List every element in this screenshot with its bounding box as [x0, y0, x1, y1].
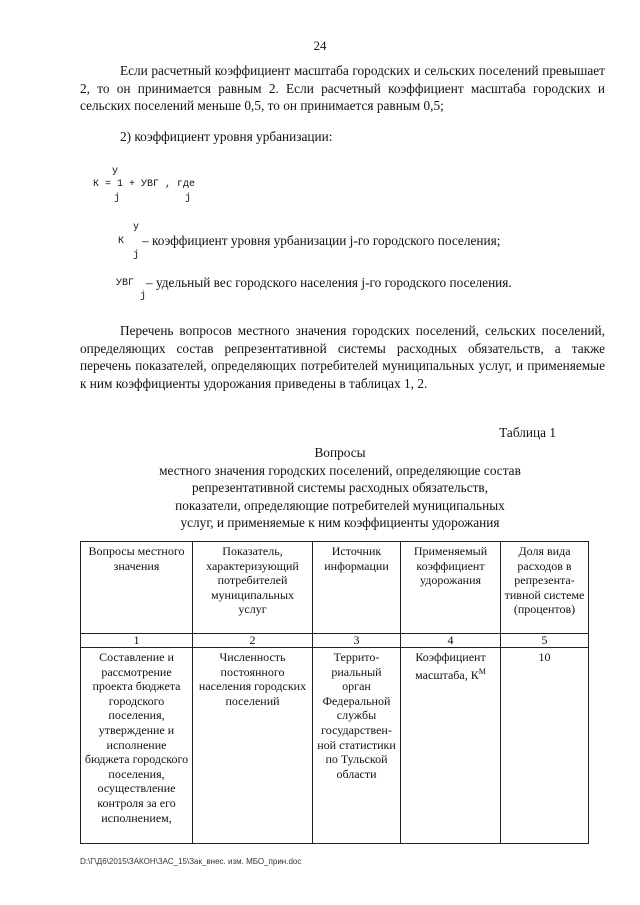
- def1-symbol: К: [118, 236, 125, 247]
- table-title: Вопросы местного значения городских поселений, определяющие состав репрезентативной системы расходных обязательств, показатели, определяющие потребителей муниципальных услуг, и применяемые к ним коэффициенты удорожания: [159, 445, 521, 530]
- cell-indicator: Численность постоянного населения городских поселений: [193, 648, 313, 844]
- header-indicator: Показатель, характеризующий потребителей муниципальных услуг: [193, 542, 313, 634]
- def1-text: – коэффициент уровня урбанизации j-го городского поселения;: [142, 233, 501, 248]
- header-share: Доля вида расходов в репрезента-тивной системе (процентов): [501, 542, 589, 634]
- col-number-1: 1: [81, 634, 193, 648]
- item-urbanization-coefficient: 2) коэффициент уровня урбанизации:: [120, 129, 333, 144]
- col-number-3: 3: [313, 634, 401, 648]
- table-row: [81, 648, 589, 844]
- header-coefficient: Применяемый коэффициент удорожания: [401, 542, 501, 634]
- col-number-4: 4: [401, 634, 501, 648]
- page-number: 24: [313, 38, 327, 53]
- cell-source: Террито-риальный орган Федеральной службы государствен-ной статистики по Тульской области: [313, 648, 401, 844]
- def2-subscript: j: [140, 291, 147, 302]
- def1-subscript: j: [133, 250, 140, 261]
- cell-coefficient: Коэффициент масштаба, $К^М$: [401, 648, 501, 844]
- formula-subscript-1: j: [114, 193, 121, 204]
- formula-subscript-2: j: [185, 193, 192, 204]
- paragraph-scale-coefficient: Если расчетный коэффициент масштаба городских и сельских поселений превышает 2, то он принимается равным 2. Если расчетный коэффициент масштаба городских и сельских поселений меньше 0,5, то он принимается равным 0,5;: [80, 63, 605, 113]
- def2-text: – удельный вес городского населения j-го городского поселения.: [146, 275, 512, 290]
- def2-symbol: УВГ: [116, 278, 135, 289]
- formula-superscript: у: [112, 166, 119, 177]
- table-header-row: [81, 542, 589, 634]
- header-source: Источник информации: [313, 542, 401, 634]
- file-path-footer: D:\Г\Д6\2015\ЗАКОН\ЗАС_15\Зак_внес. изм. МБО_прин.doc: [80, 857, 302, 866]
- col-number-2: 2: [193, 634, 313, 648]
- cell-share: 10: [501, 648, 589, 844]
- paragraph-list-of-questions: Перечень вопросов местного значения городских поселений, сельских поселений, определяющих состав репрезентативной системы расходных обязательств, а также перечень показателей, определяющих потребителей муниципальных услуг, и применяемые к ним коэффициенты удорожания приведены в таблицах 1, 2.: [80, 323, 605, 391]
- header-questions: Вопросы местного значения: [81, 542, 193, 634]
- col-number-5: 5: [501, 634, 589, 648]
- coefficient-superscript: М: [478, 666, 486, 676]
- def1-superscript: у: [133, 222, 140, 233]
- table-number-row: [81, 634, 589, 648]
- cell-question: Составление и рассмотрение проекта бюджета городского поселения, утверждение и исполнение бюджета городского поселения, осуществление контроля за его исполнением,: [81, 648, 193, 844]
- table-label: Таблица 1: [499, 425, 556, 440]
- table-1: [80, 541, 589, 844]
- formula-main: К = 1 + УВГ , где: [93, 179, 196, 190]
